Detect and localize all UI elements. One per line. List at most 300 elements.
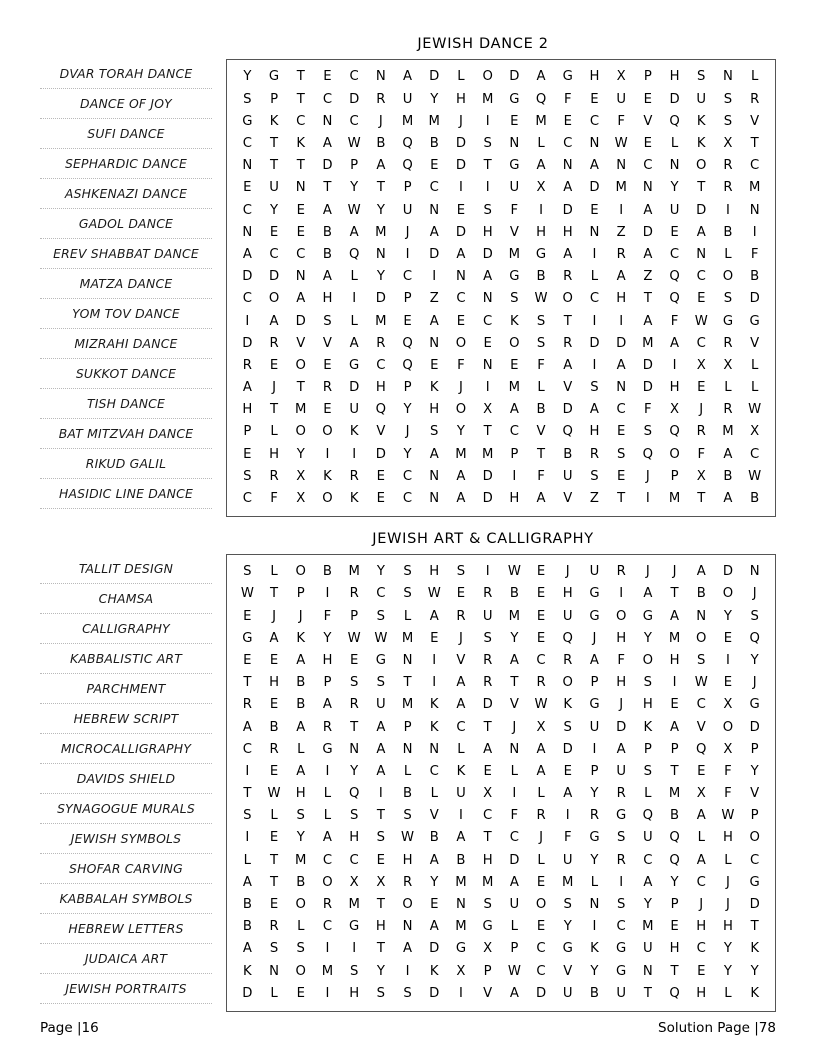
grid-cell: D	[616, 719, 627, 735]
grid-cell: C	[349, 69, 359, 85]
grid-cell: A	[643, 313, 653, 329]
grid-cell: H	[536, 224, 546, 240]
word-list-item: JEWISH PORTRAITS	[40, 974, 212, 1004]
grid-cell: P	[670, 741, 679, 757]
grid-cell: Q	[562, 424, 573, 440]
grid-cell: A	[242, 874, 252, 890]
grid-cell: G	[616, 963, 627, 979]
grid-cell: L	[457, 69, 465, 85]
grid-cell: P	[750, 808, 759, 824]
grid-cell: O	[642, 652, 654, 668]
grid-cell: T	[643, 291, 652, 307]
grid-cell: X	[670, 402, 680, 418]
grid-cell: E	[296, 202, 305, 218]
grid-cell: U	[616, 91, 626, 107]
grid-cell: O	[696, 630, 707, 646]
grid-cell: J	[272, 380, 276, 396]
grid-cell: V	[456, 652, 466, 668]
grid-cell: L	[724, 852, 732, 868]
grid-cell: I	[325, 586, 330, 602]
grid-cell: C	[509, 424, 519, 440]
grid-cell: A	[696, 852, 706, 868]
grid-cell: A	[322, 136, 332, 152]
grid-cell: S	[483, 897, 492, 913]
grid-cell: J	[752, 586, 757, 602]
grid-cell: F	[724, 763, 732, 779]
grid-cell: A	[456, 246, 466, 262]
grid-cell: K	[429, 697, 439, 713]
grid-cell: I	[672, 675, 677, 691]
word-list-item: KABBALISTIC ART	[40, 644, 212, 674]
grid-cell: M	[508, 380, 521, 396]
grid-cell: T	[323, 180, 332, 196]
grid-cell: C	[349, 113, 359, 129]
grid-cell: Y	[323, 630, 332, 646]
grid-cell: D	[242, 985, 253, 1001]
grid-cell: C	[589, 113, 600, 129]
grid-cell: W	[401, 830, 415, 846]
grid-cell: N	[749, 564, 760, 580]
grid-cell: L	[323, 808, 332, 824]
word-list-item: DVAR TORAH DANCE	[40, 59, 212, 89]
grid-cell: L	[670, 136, 679, 152]
grid-cell: X	[483, 941, 493, 957]
grid-cell: C	[402, 491, 413, 507]
grid-cell: H	[482, 224, 493, 240]
grid-cell: E	[697, 763, 706, 779]
grid-cell: P	[296, 586, 305, 602]
grid-cell: N	[509, 136, 520, 152]
grid-cell: H	[295, 786, 306, 802]
grid-cell: C	[616, 402, 626, 418]
grid-cell: F	[563, 91, 572, 107]
grid-cell: R	[589, 808, 600, 824]
grid-cell: Y	[590, 786, 599, 802]
grid-cell: R	[402, 874, 413, 890]
grid-cell: D	[375, 446, 386, 462]
grid-cell: K	[750, 941, 759, 957]
grid-cell: J	[726, 874, 730, 890]
grid-cell: Q	[402, 158, 413, 174]
grid-cell: A	[429, 313, 439, 329]
grid-cell: M	[455, 874, 467, 890]
grid-cell: T	[270, 136, 279, 152]
grid-cell: B	[403, 786, 413, 802]
grid-cell: L	[724, 985, 732, 1001]
grid-cell: O	[562, 675, 573, 691]
grid-cell: N	[402, 652, 413, 668]
grid-cell: P	[510, 941, 519, 957]
grid-cell: E	[536, 630, 546, 646]
grid-cell: E	[697, 380, 706, 396]
grid-cell: R	[723, 180, 733, 196]
grid-cell: D	[455, 158, 467, 174]
grid-cell: C	[296, 246, 306, 262]
grid-cell: S	[430, 424, 439, 440]
grid-cell: F	[323, 608, 332, 624]
grid-cell: Y	[643, 630, 652, 646]
grid-cell: K	[269, 113, 279, 129]
grid-cell: X	[616, 69, 626, 85]
grid-cell: R	[616, 246, 626, 262]
grid-cell: E	[697, 963, 706, 979]
grid-cell: M	[401, 113, 414, 129]
grid-cell: H	[722, 919, 733, 935]
grid-cell: H	[269, 446, 279, 462]
grid-cell: V	[322, 335, 332, 351]
grid-cell: E	[670, 224, 679, 240]
grid-cell: E	[430, 158, 439, 174]
grid-cell: F	[510, 808, 519, 824]
grid-cell: D	[535, 985, 547, 1001]
grid-cell: H	[669, 941, 680, 957]
grid-cell: J	[405, 424, 410, 440]
grid-cell: C	[296, 113, 306, 129]
grid-cell: P	[350, 608, 359, 624]
grid-cell: J	[298, 608, 303, 624]
grid-cell: X	[456, 963, 466, 979]
grid-cell: P	[403, 180, 412, 196]
grid-cell: A	[589, 652, 599, 668]
grid-cell: L	[457, 741, 465, 757]
grid-cell: A	[296, 291, 306, 307]
grid-cell: H	[562, 586, 573, 602]
grid-cell: I	[645, 491, 650, 507]
grid-cell: L	[750, 357, 759, 373]
grid-cell: P	[590, 763, 599, 779]
grid-cell: L	[270, 808, 278, 824]
grid-cell: R	[536, 675, 546, 691]
puzzle-title-2: JEWISH ART & CALLIGRAPHY	[372, 530, 594, 547]
grid-cell: D	[455, 136, 467, 152]
grid-cell: N	[429, 468, 440, 484]
grid-cell: A	[456, 468, 466, 484]
grid-cell: M	[748, 180, 761, 196]
grid-cell: S	[697, 69, 706, 85]
grid-cell: H	[509, 491, 520, 507]
grid-cell: W	[721, 808, 735, 824]
grid-cell: T	[376, 941, 385, 957]
grid-cell: C	[429, 763, 439, 779]
grid-cell: A	[509, 874, 519, 890]
grid-cell: F	[644, 402, 652, 418]
grid-cell: X	[349, 874, 359, 890]
grid-cell: K	[349, 491, 359, 507]
grid-cell: G	[616, 808, 627, 824]
word-list-item: CHAMSA	[40, 584, 212, 614]
grid-cell: O	[722, 269, 734, 285]
grid-cell: E	[456, 202, 466, 218]
grid-cell: W	[748, 468, 762, 484]
grid-cell: S	[590, 380, 599, 396]
grid-cell: N	[242, 224, 253, 240]
grid-cell: C	[669, 246, 680, 262]
grid-cell: I	[485, 180, 490, 196]
grid-cell: S	[536, 313, 546, 329]
grid-cell: A	[376, 719, 386, 735]
grid-cell: N	[375, 246, 386, 262]
grid-cell: H	[616, 675, 627, 691]
grid-cell: B	[322, 246, 332, 262]
grid-cell: Q	[669, 985, 680, 1001]
grid-cell: X	[483, 402, 493, 418]
grid-cell: E	[323, 69, 332, 85]
page-footer	[40, 1020, 776, 1036]
grid-cell: X	[296, 468, 306, 484]
grid-cell: S	[376, 608, 386, 624]
grid-cell: A	[376, 741, 386, 757]
grid-cell: A	[483, 741, 493, 757]
grid-cell: Q	[562, 630, 573, 646]
grid-cell: F	[697, 446, 706, 462]
grid-cell: J	[405, 224, 410, 240]
grid-cell: X	[750, 424, 760, 440]
grid-cell: R	[242, 697, 252, 713]
grid-cell: C	[242, 291, 252, 307]
grid-cell: M	[642, 919, 654, 935]
grid-cell: Q	[642, 446, 654, 462]
grid-cell: C	[589, 291, 600, 307]
word-list-item: RIKUD GALIL	[40, 449, 212, 479]
grid-cell: M	[481, 446, 494, 462]
grid-cell: Q	[669, 852, 680, 868]
grid-cell: R	[269, 741, 279, 757]
grid-cell: Y	[750, 763, 759, 779]
grid-cell: D	[482, 246, 493, 262]
grid-cell: E	[697, 291, 706, 307]
grid-cell: E	[563, 113, 572, 129]
grid-cell: K	[323, 468, 332, 484]
grid-cell: S	[403, 985, 412, 1001]
grid-cell: T	[296, 69, 305, 85]
grid-cell: E	[510, 357, 519, 373]
grid-cell: E	[323, 357, 332, 373]
grid-cell: G	[242, 630, 253, 646]
grid-cell: P	[643, 69, 652, 85]
grid-cell: C	[536, 963, 546, 979]
grid-cell: R	[589, 446, 600, 462]
grid-cell: S	[723, 91, 733, 107]
grid-cell: S	[349, 963, 359, 979]
grid-cell: E	[376, 491, 386, 507]
grid-cell: F	[510, 202, 519, 218]
grid-cell: A	[643, 586, 653, 602]
grid-cell: N	[456, 269, 466, 285]
grid-cell: I	[485, 380, 490, 396]
grid-cell: I	[405, 963, 410, 979]
grid-cell: R	[322, 380, 333, 396]
grid-cell: I	[432, 269, 437, 285]
grid-cell: E	[536, 586, 546, 602]
grid-cell: T	[483, 719, 492, 735]
grid-cell: T	[617, 491, 626, 507]
grid-cell: T	[670, 763, 679, 779]
grid-cell: A	[563, 246, 573, 262]
grid-cell: C	[643, 158, 653, 174]
grid-cell: H	[349, 985, 360, 1001]
grid-cell: S	[616, 830, 626, 846]
grid-cell: W	[347, 630, 361, 646]
grid-cell: N	[269, 963, 279, 979]
grid-cell: A	[322, 269, 332, 285]
grid-cell: L	[270, 424, 278, 440]
word-list-item: HASIDIC LINE DANCE	[40, 479, 212, 509]
word-list-item: MICROCALLIGRAPHY	[40, 734, 212, 764]
grid-cell: Q	[402, 335, 413, 351]
grid-cell: L	[644, 786, 652, 802]
grid-cell: C	[509, 830, 519, 846]
grid-cell: Q	[669, 830, 680, 846]
grid-cell: B	[723, 468, 733, 484]
grid-cell: K	[429, 963, 439, 979]
grid-cell: T	[350, 719, 359, 735]
grid-cell: C	[536, 652, 546, 668]
grid-cell: P	[750, 741, 759, 757]
grid-cell: O	[295, 897, 306, 913]
grid-cell: R	[563, 652, 573, 668]
grid-cell: J	[726, 897, 730, 913]
grid-cell: D	[562, 741, 573, 757]
grid-cell: C	[696, 874, 706, 890]
grid-cell: K	[563, 697, 573, 713]
grid-cell: A	[296, 719, 306, 735]
grid-cell: Y	[590, 852, 599, 868]
grid-cell: J	[272, 608, 276, 624]
grid-cell: O	[455, 402, 467, 418]
grid-cell: S	[403, 586, 412, 602]
grid-cell: C	[322, 852, 333, 868]
grid-cell: H	[589, 69, 600, 85]
grid-cell: R	[349, 697, 359, 713]
grid-cell: W	[694, 675, 708, 691]
grid-cell: Q	[348, 786, 360, 802]
grid-cell: Y	[376, 202, 385, 218]
grid-cell: E	[403, 313, 412, 329]
grid-cell: D	[429, 69, 440, 85]
grid-cell: T	[403, 675, 412, 691]
grid-cell: O	[322, 424, 333, 440]
grid-cell: R	[269, 468, 279, 484]
grid-cell: H	[696, 919, 707, 935]
grid-cell: U	[589, 719, 600, 735]
grid-cell: C	[349, 852, 359, 868]
grid-cell: Y	[350, 180, 359, 196]
grid-cell: L	[510, 919, 519, 935]
grid-cell: E	[296, 985, 305, 1001]
grid-cell: H	[429, 402, 440, 418]
grid-cell: D	[509, 69, 520, 85]
grid-cell: V	[563, 491, 573, 507]
grid-cell: C	[750, 852, 760, 868]
grid-cell: L	[323, 786, 332, 802]
grid-cell: C	[402, 269, 413, 285]
grid-cell: R	[376, 91, 386, 107]
grid-cell: N	[429, 491, 440, 507]
grid-cell: A	[269, 630, 279, 646]
grid-cell: R	[322, 719, 333, 735]
grid-cell: I	[459, 180, 463, 196]
grid-cell: S	[510, 291, 519, 307]
grid-cell: R	[723, 335, 733, 351]
grid-cell: T	[483, 830, 492, 846]
grid-cell: S	[643, 675, 653, 691]
grid-cell: U	[349, 402, 359, 418]
grid-cell: J	[699, 402, 704, 418]
grid-cell: L	[243, 852, 252, 868]
grid-cell: Y	[270, 202, 279, 218]
grid-cell: S	[563, 719, 572, 735]
grid-cell: L	[350, 269, 358, 285]
grid-cell: O	[722, 719, 734, 735]
word-list-item: SEPHARDIC DANCE	[40, 149, 212, 179]
grid-cell: S	[403, 808, 412, 824]
grid-cell: A	[296, 763, 306, 779]
grid-cell: W	[507, 564, 521, 580]
grid-cell: W	[347, 202, 361, 218]
grid-cell: E	[430, 630, 439, 646]
grid-cell: F	[537, 357, 545, 373]
grid-cell: U	[376, 697, 386, 713]
grid-cell: G	[509, 269, 520, 285]
grid-cell: L	[537, 136, 545, 152]
grid-cell: P	[510, 446, 519, 462]
grid-cell: M	[722, 424, 734, 440]
grid-cell: T	[510, 675, 519, 691]
grid-cell: E	[590, 91, 599, 107]
grid-cell: K	[429, 719, 439, 735]
grid-cell: J	[378, 113, 383, 129]
grid-cell: I	[352, 446, 357, 462]
grid-cell: E	[483, 335, 492, 351]
grid-cell: K	[243, 963, 252, 979]
grid-cell: X	[696, 786, 706, 802]
grid-cell: J	[592, 630, 597, 646]
grid-cell: A	[269, 313, 279, 329]
grid-cell: H	[669, 652, 680, 668]
grid-cell: Y	[670, 180, 679, 196]
grid-cell: O	[322, 874, 333, 890]
grid-cell: A	[322, 697, 332, 713]
grid-cell: L	[537, 380, 545, 396]
word-list-item: GADOL DANCE	[40, 209, 212, 239]
grid-cell: D	[642, 380, 653, 396]
grid-cell: D	[455, 224, 467, 240]
grid-cell: X	[483, 786, 493, 802]
grid-cell: D	[642, 224, 653, 240]
grid-cell: V	[376, 424, 386, 440]
grid-cell: P	[270, 91, 279, 107]
grid-cell: Y	[430, 874, 439, 890]
grid-cell: U	[402, 91, 413, 107]
word-list-item: HEBREW LETTERS	[40, 914, 212, 944]
grid-cell: A	[242, 941, 252, 957]
grid-cell: A	[509, 402, 519, 418]
grid-cell: X	[723, 357, 733, 373]
grid-cell: W	[534, 291, 548, 307]
grid-cell: M	[295, 402, 307, 418]
grid-cell: I	[539, 202, 543, 218]
grid-cell: T	[643, 985, 652, 1001]
grid-cell: O	[482, 69, 493, 85]
grid-cell: Y	[723, 608, 732, 624]
grid-cell: C	[616, 919, 626, 935]
footer-page-number: Page |16	[40, 1020, 99, 1036]
grid-cell: K	[643, 719, 653, 735]
grid-cell: G	[562, 941, 573, 957]
grid-cell: T	[296, 380, 305, 396]
grid-cell: R	[483, 586, 493, 602]
grid-cell: D	[669, 91, 680, 107]
